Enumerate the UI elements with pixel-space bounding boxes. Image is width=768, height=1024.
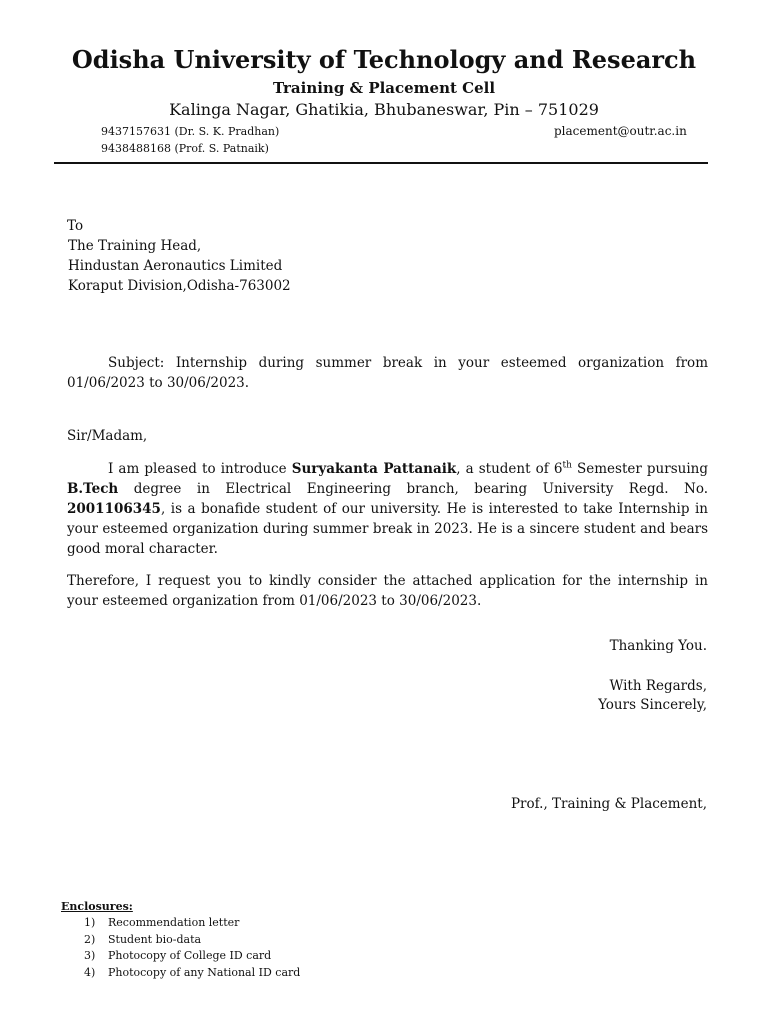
- list-item-text: Student bio-data: [108, 932, 202, 946]
- closing-thanks: Thanking You.: [609, 638, 707, 654]
- university-name: Odisha University of Technology and Research: [71, 45, 697, 74]
- list-item-text: Recommendation letter: [108, 916, 240, 929]
- phone-contact-2: 9438488168 (Prof. S. Patnaik): [101, 142, 269, 155]
- list-item: [84, 932, 300, 949]
- list-item: [84, 915, 300, 932]
- placement-email: placement@outr.ac.in: [554, 124, 687, 138]
- recipient-line-3: Koraput Division,Odisha-763002: [68, 278, 291, 294]
- salutation: Sir/Madam,: [67, 428, 148, 444]
- body-1-part-a: , a student of 6: [456, 461, 563, 477]
- semester-superscript: th: [562, 460, 572, 471]
- body-1-part-d: , is a bonafide student of our university. He is interested to take Internship in your esteemed organization during summer break in 2023. He is a sincere student and bears good moral character.: [67, 501, 708, 557]
- phone-contact-1: 9437157631 (Dr. S. K. Pradhan): [101, 125, 280, 138]
- list-item-number: 4): [84, 965, 96, 979]
- recipient-line-1: The Training Head,: [68, 238, 202, 254]
- body-1-part-c: degree in Electrical Engineering branch, bearing University Regd. No.: [118, 481, 708, 497]
- list-item-number: 2): [84, 932, 96, 946]
- list-item-number: 1): [84, 916, 96, 929]
- enclosures-title: Enclosures:: [61, 900, 133, 913]
- degree-name: B.Tech: [67, 481, 119, 497]
- list-item-text: Photocopy of any National ID card: [108, 965, 301, 979]
- body-paragraph-1: [67, 459, 708, 559]
- list-item-text: Photocopy of College ID card: [108, 949, 272, 962]
- signatory-title: Prof., Training & Placement,: [510, 796, 707, 812]
- recipient-address: [68, 216, 291, 296]
- enclosures-list: [84, 915, 300, 981]
- student-name: Suryakanta Pattanaik: [291, 461, 457, 477]
- header-divider: [54, 162, 708, 164]
- list-item: [84, 948, 300, 965]
- university-address: Kalinga Nagar, Ghatikia, Bhubaneswar, Pin – 751029: [169, 100, 599, 119]
- list-item-number: 3): [84, 949, 96, 962]
- list-item: [84, 965, 300, 982]
- letter-subject: Subject: Internship during summer break in your esteemed organization from 01/06/2023 to 30/06/2023.: [67, 355, 708, 391]
- closing-regards: With Regards,: [609, 678, 707, 694]
- closing-sincerely: Yours Sincerely,: [598, 697, 707, 713]
- body-1-intro: I am pleased to introduce: [108, 461, 292, 477]
- body-1-part-b: Semester pursuing: [571, 461, 708, 477]
- placement-cell-title: Training & Placement Cell: [272, 79, 496, 97]
- registration-number: 2001106345: [67, 501, 161, 517]
- recipient-to: To: [67, 218, 84, 234]
- recipient-line-2: Hindustan Aeronautics Limited: [68, 258, 283, 274]
- body-paragraph-2: Therefore, I request you to kindly consider the attached application for the internship in your esteemed organization from 01/06/2023 to 30/06/2023.: [67, 573, 708, 609]
